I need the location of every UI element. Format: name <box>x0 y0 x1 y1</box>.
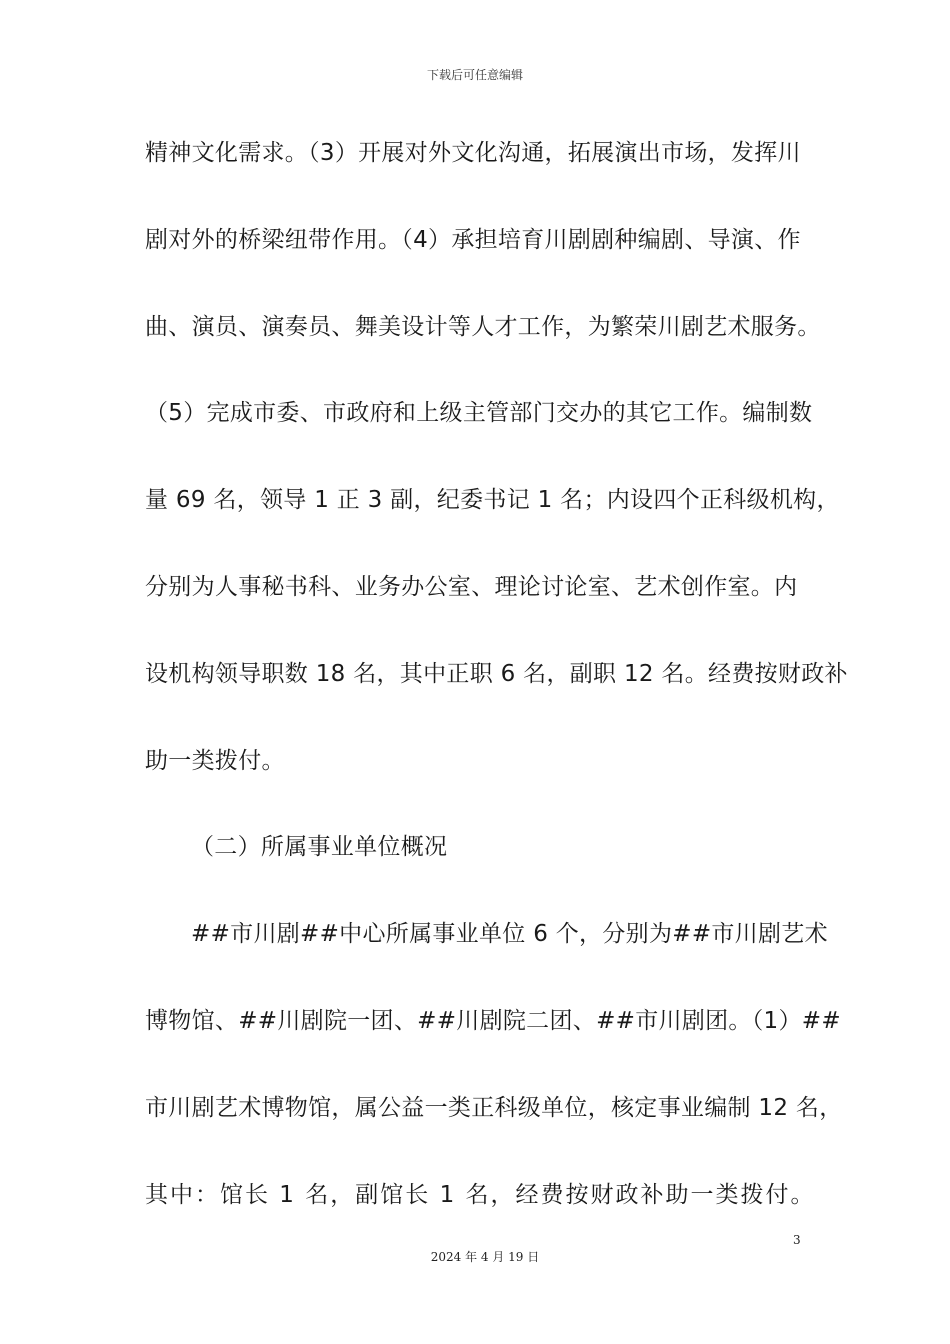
body-line: 分别为人事秘书科、业务办公室、理论讨论室、艺术创作室。内 <box>145 573 798 600</box>
page-number: 3 <box>793 1233 801 1247</box>
body-line: ##市川剧##中心所属事业单位 6 个，分别为##市川剧艺术 <box>191 921 828 948</box>
footer-date: 2024 年 4 月 19 日 <box>430 1250 540 1264</box>
body-line: 设机构领导职数 18 名，其中正职 6 名，副职 12 名。经费按财政补 <box>145 660 848 687</box>
body-line: 其中：馆长 1 名，副馆长 1 名，经费按财政补助一类拨付。 <box>145 1181 816 1208</box>
body-line: 精神文化需求。（3）开展对外文化沟通，拓展演出市场，发挥川 <box>145 140 801 166</box>
body-text <box>145 130 848 1258</box>
body-line: 曲、演员、演奏员、舞美设计等人才工作，为繁荣川剧艺术服务。 <box>145 313 821 340</box>
body-line: 助一类拨付。 <box>145 747 285 774</box>
body-line: 量 69 名，领导 1 正 3 副，纪委书记 1 名；内设四个正科级机构， <box>145 487 840 514</box>
body-line: 博物馆、##川剧院一团、##川剧院二团、##市川剧团。（1）## <box>145 1007 841 1034</box>
body-line: 剧对外的桥梁纽带作用。（4）承担培育川剧剧种编剧、导演、作 <box>145 226 801 253</box>
body-line: 市川剧艺术博物馆，属公益一类正科级单位，核定事业编制 12 名， <box>145 1094 843 1121</box>
header-note: 下载后可任意编辑 <box>426 68 523 82</box>
section-heading: （二）所属事业单位概况 <box>191 834 448 861</box>
body-line: （5）完成市委、市政府和上级主管部门交办的其它工作。编制数 <box>145 400 813 427</box>
